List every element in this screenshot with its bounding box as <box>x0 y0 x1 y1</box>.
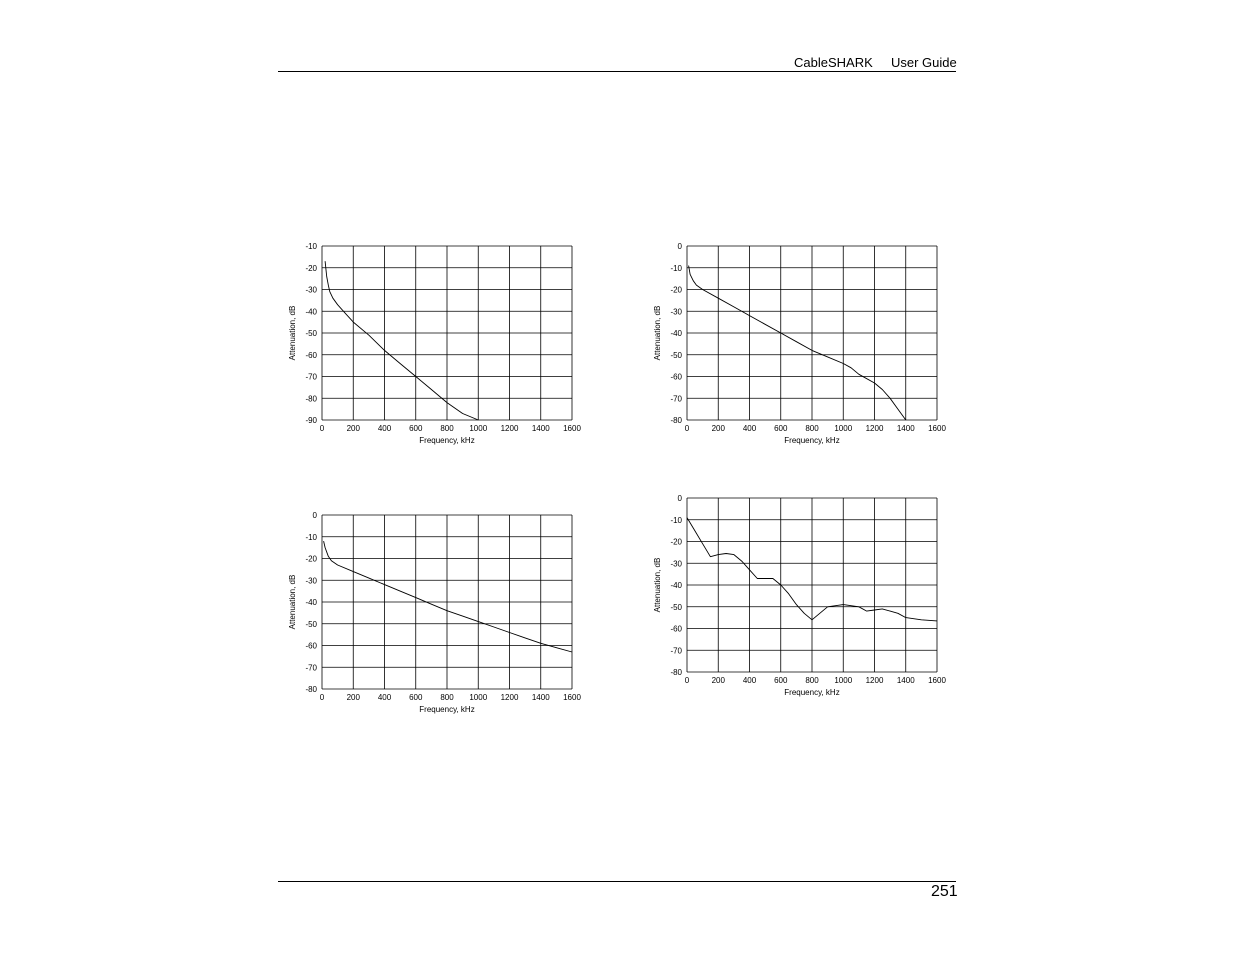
x-tick-label: 1200 <box>865 676 884 685</box>
y-tick-label: -30 <box>305 576 317 586</box>
x-tick-label: 1200 <box>500 424 519 433</box>
x-tick-label: 400 <box>377 424 392 433</box>
y-axis-label: Attenuation, dB <box>653 305 662 361</box>
y-tick-label: -50 <box>305 619 317 629</box>
x-tick-label: 1200 <box>865 424 884 433</box>
x-tick-label: 400 <box>377 693 392 702</box>
x-tick-label: 200 <box>711 424 725 433</box>
y-tick-label: -70 <box>670 646 682 656</box>
x-tick-label: 600 <box>409 693 423 702</box>
y-tick-label: -10 <box>305 242 317 251</box>
x-tick-label: 1600 <box>563 693 581 702</box>
x-tick-label: 1200 <box>500 693 519 702</box>
y-tick-label: -40 <box>670 581 682 590</box>
y-tick-label: -30 <box>670 559 682 569</box>
y-tick-label: -50 <box>670 350 682 360</box>
x-tick-label: 800 <box>440 693 454 702</box>
x-tick-label: 600 <box>774 424 788 433</box>
x-tick-label: 1400 <box>531 424 550 433</box>
chart-bottom-left <box>282 507 582 719</box>
y-tick-label: -80 <box>305 394 317 404</box>
x-tick-label: 1400 <box>896 676 915 685</box>
x-axis-label: Frequency, kHz <box>419 705 475 714</box>
y-tick-label: -80 <box>305 685 317 694</box>
y-tick-label: -70 <box>670 394 682 404</box>
y-tick-label: 0 <box>677 242 682 251</box>
x-tick-label: 1600 <box>928 676 946 685</box>
y-tick-label: -10 <box>670 263 682 273</box>
y-axis-label: Attenuation, dB <box>288 574 297 630</box>
x-tick-label: 800 <box>805 424 819 433</box>
x-tick-label: 1400 <box>896 424 915 433</box>
y-axis-label: Attenuation, dB <box>288 305 297 361</box>
y-tick-label: -20 <box>670 537 682 547</box>
x-tick-label: 200 <box>711 676 725 685</box>
x-tick-label: 0 <box>319 693 325 702</box>
y-tick-label: -30 <box>670 307 682 317</box>
footer-rule <box>278 881 956 882</box>
chart-top-right <box>647 238 947 450</box>
x-tick-label: 1000 <box>834 676 853 685</box>
y-tick-label: -70 <box>305 372 317 382</box>
x-tick-label: 200 <box>346 424 360 433</box>
x-tick-label: 400 <box>742 424 757 433</box>
y-tick-label: -50 <box>305 329 317 338</box>
y-tick-label: -20 <box>305 554 317 564</box>
y-tick-label: -50 <box>670 602 682 612</box>
y-tick-label: -70 <box>305 663 317 673</box>
x-tick-label: 1000 <box>469 693 488 702</box>
header-product-name: CableSHARK <box>794 55 873 70</box>
chart-top-left <box>282 238 582 450</box>
x-tick-label: 1000 <box>469 424 488 433</box>
y-tick-label: -60 <box>305 350 317 360</box>
header-rule <box>278 71 956 72</box>
x-tick-label: 400 <box>742 676 757 685</box>
y-tick-label: -10 <box>670 515 682 525</box>
x-tick-label: 1600 <box>563 424 581 433</box>
y-tick-label: -40 <box>305 307 317 317</box>
x-axis-label: Frequency, kHz <box>419 436 475 445</box>
y-tick-label: -20 <box>670 285 682 295</box>
x-tick-label: 800 <box>440 424 454 433</box>
y-tick-label: -30 <box>305 285 317 295</box>
x-axis-label: Frequency, kHz <box>784 688 840 697</box>
y-tick-label: -40 <box>305 598 317 607</box>
y-tick-label: -80 <box>670 668 682 677</box>
x-tick-label: 0 <box>319 424 325 433</box>
y-tick-label: -90 <box>305 416 317 425</box>
x-tick-label: 600 <box>409 424 423 433</box>
x-tick-label: 1600 <box>928 424 946 433</box>
x-tick-label: 200 <box>346 693 360 702</box>
y-tick-label: -60 <box>670 624 682 634</box>
y-tick-label: -40 <box>670 329 682 338</box>
page-number: 251 <box>931 883 958 900</box>
x-tick-label: 800 <box>805 676 819 685</box>
x-tick-label: 600 <box>774 676 788 685</box>
header-guide-title: User Guide <box>891 55 957 70</box>
y-tick-label: -20 <box>305 263 317 273</box>
y-axis-label: Attenuation, dB <box>653 557 662 613</box>
y-tick-label: -80 <box>670 416 682 425</box>
y-tick-label: 0 <box>677 494 682 503</box>
y-tick-label: -10 <box>305 532 317 542</box>
chart-bottom-right <box>647 490 947 702</box>
y-tick-label: -60 <box>305 641 317 651</box>
x-axis-label: Frequency, kHz <box>784 436 840 445</box>
x-tick-label: 1400 <box>531 693 550 702</box>
x-tick-label: 0 <box>684 424 690 433</box>
x-tick-label: 1000 <box>834 424 853 433</box>
y-tick-label: -60 <box>670 372 682 382</box>
y-tick-label: 0 <box>312 511 317 520</box>
x-tick-label: 0 <box>684 676 690 685</box>
